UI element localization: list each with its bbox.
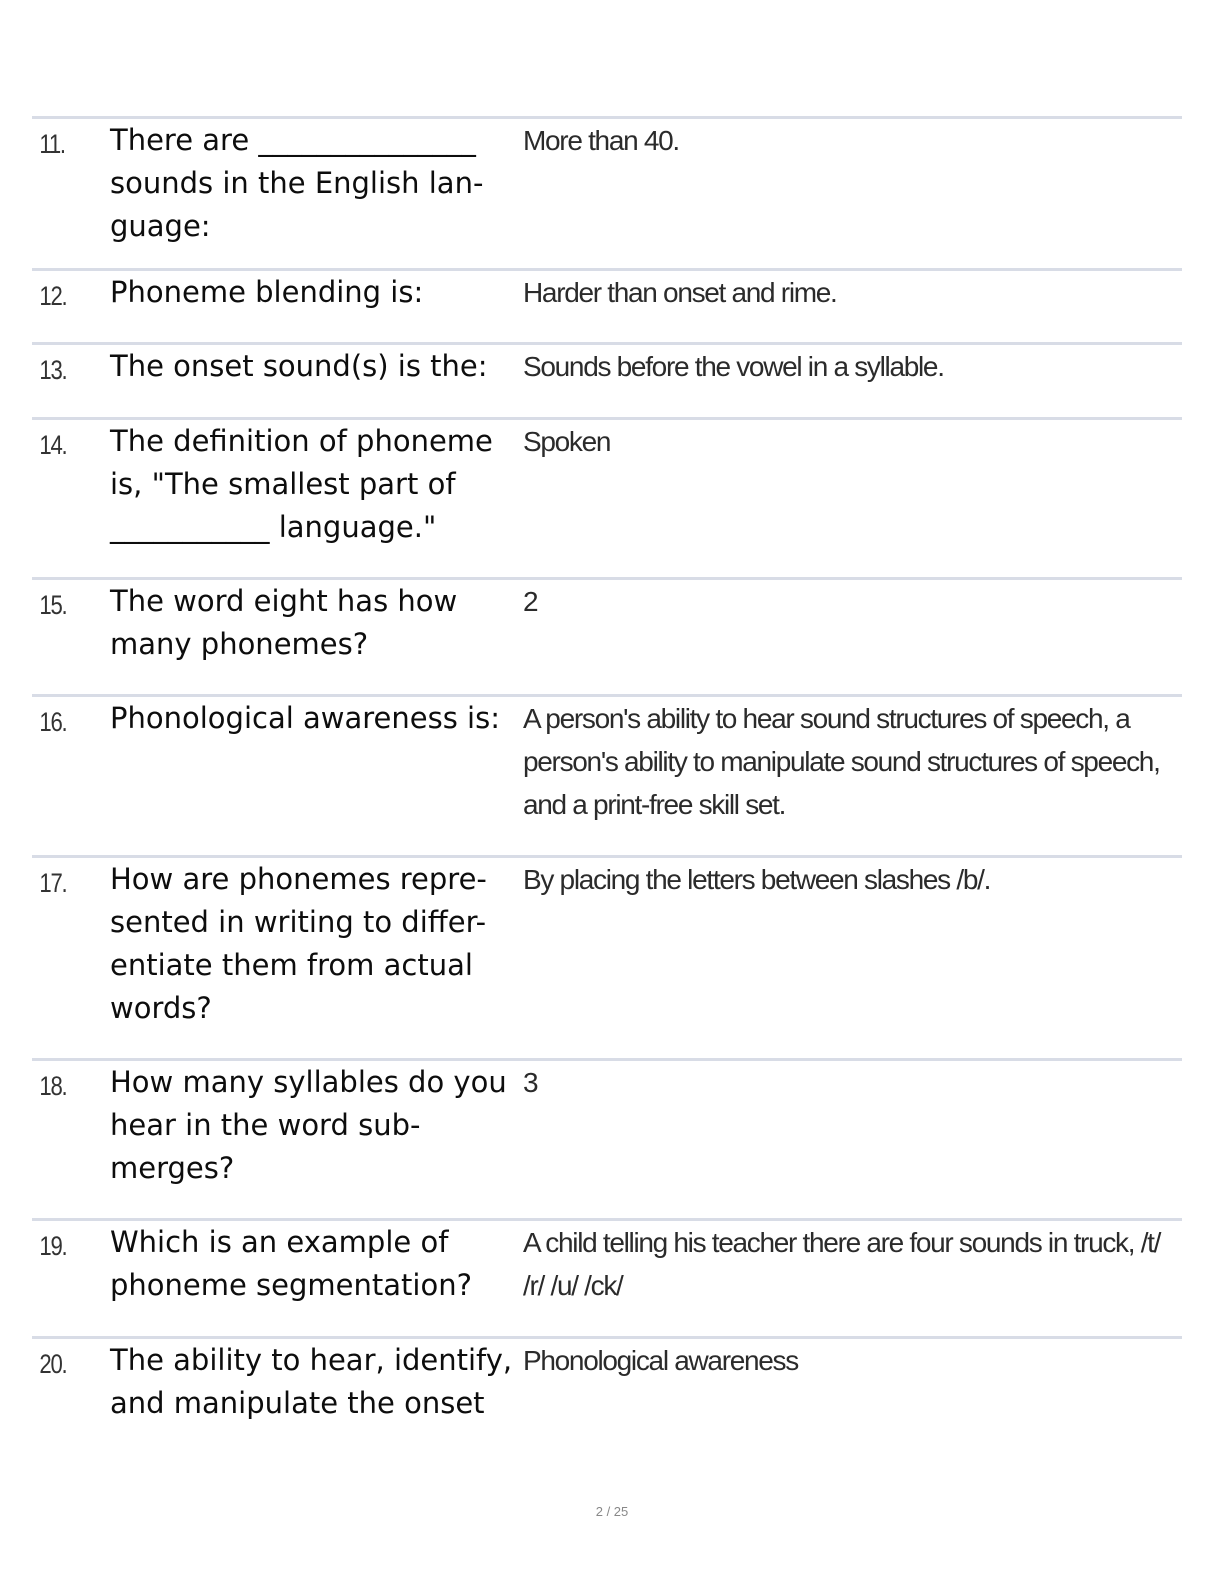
question-number: 17.: [39, 868, 67, 898]
answer-text: A person's ability to hear sound structures of speech, a person's ability to manipulate sound structures of speech, and a print-free skill set.: [523, 703, 1160, 820]
question-number: 14.: [39, 430, 67, 460]
question-text: The ability to hear, identify, and manipulate the onset: [110, 1343, 513, 1420]
qa-row: [32, 1220, 1182, 1338]
answer-text: More than 40.: [523, 125, 679, 156]
question-number: 15.: [39, 590, 67, 620]
question-text: There are _______________ sounds in the English lan- guage:: [110, 123, 484, 243]
qa-row: [32, 344, 1182, 419]
question-number: 20.: [39, 1349, 67, 1379]
qa-row: [32, 1060, 1182, 1220]
answer-text: 3: [523, 1067, 538, 1098]
question-text: Phoneme blending is:: [110, 275, 424, 309]
question-text: The definition of phoneme is, "The smallest part of ___________ language.": [110, 424, 493, 544]
question-text: Which is an example of phoneme segmentation?: [110, 1225, 472, 1302]
question-number: 19.: [39, 1231, 67, 1261]
qa-row: [32, 579, 1182, 696]
answer-text: 2: [523, 586, 538, 617]
answer-text: Sounds before the vowel in a syllable.: [523, 351, 944, 382]
question-number: 12.: [39, 281, 67, 311]
question-text: Phonological awareness is:: [110, 701, 500, 735]
qa-row: [32, 270, 1182, 344]
qa-row: [32, 1338, 1182, 1448]
answer-text: Spoken: [523, 426, 611, 457]
qa-row: [32, 419, 1182, 579]
answer-text: A child telling his teacher there are four sounds in truck, /t/ /r/ /u/ /ck/: [523, 1227, 1161, 1301]
answer-text: Phonological awareness: [523, 1345, 798, 1376]
question-number: 18.: [39, 1071, 67, 1101]
page-number: 2 / 25: [595, 1504, 629, 1519]
answer-text: Harder than onset and rime.: [523, 277, 837, 308]
qa-row: [32, 857, 1182, 1060]
qa-row: [32, 118, 1182, 270]
question-number: 16.: [39, 707, 67, 737]
question-text: The onset sound(s) is the:: [110, 349, 488, 383]
question-text: How many syllables do you hear in the word sub- merges?: [110, 1065, 507, 1185]
qa-row: [32, 696, 1182, 857]
answer-text: By placing the letters between slashes /b/.: [523, 864, 991, 895]
question-number: 11.: [39, 129, 65, 159]
question-number: 13.: [39, 355, 67, 385]
question-text: How are phonemes repre- sented in writing to differ- entiate them from actual words?: [110, 862, 487, 1025]
question-text: The word eight has how many phonemes?: [110, 584, 458, 661]
flashcard-table: [32, 116, 1182, 1448]
